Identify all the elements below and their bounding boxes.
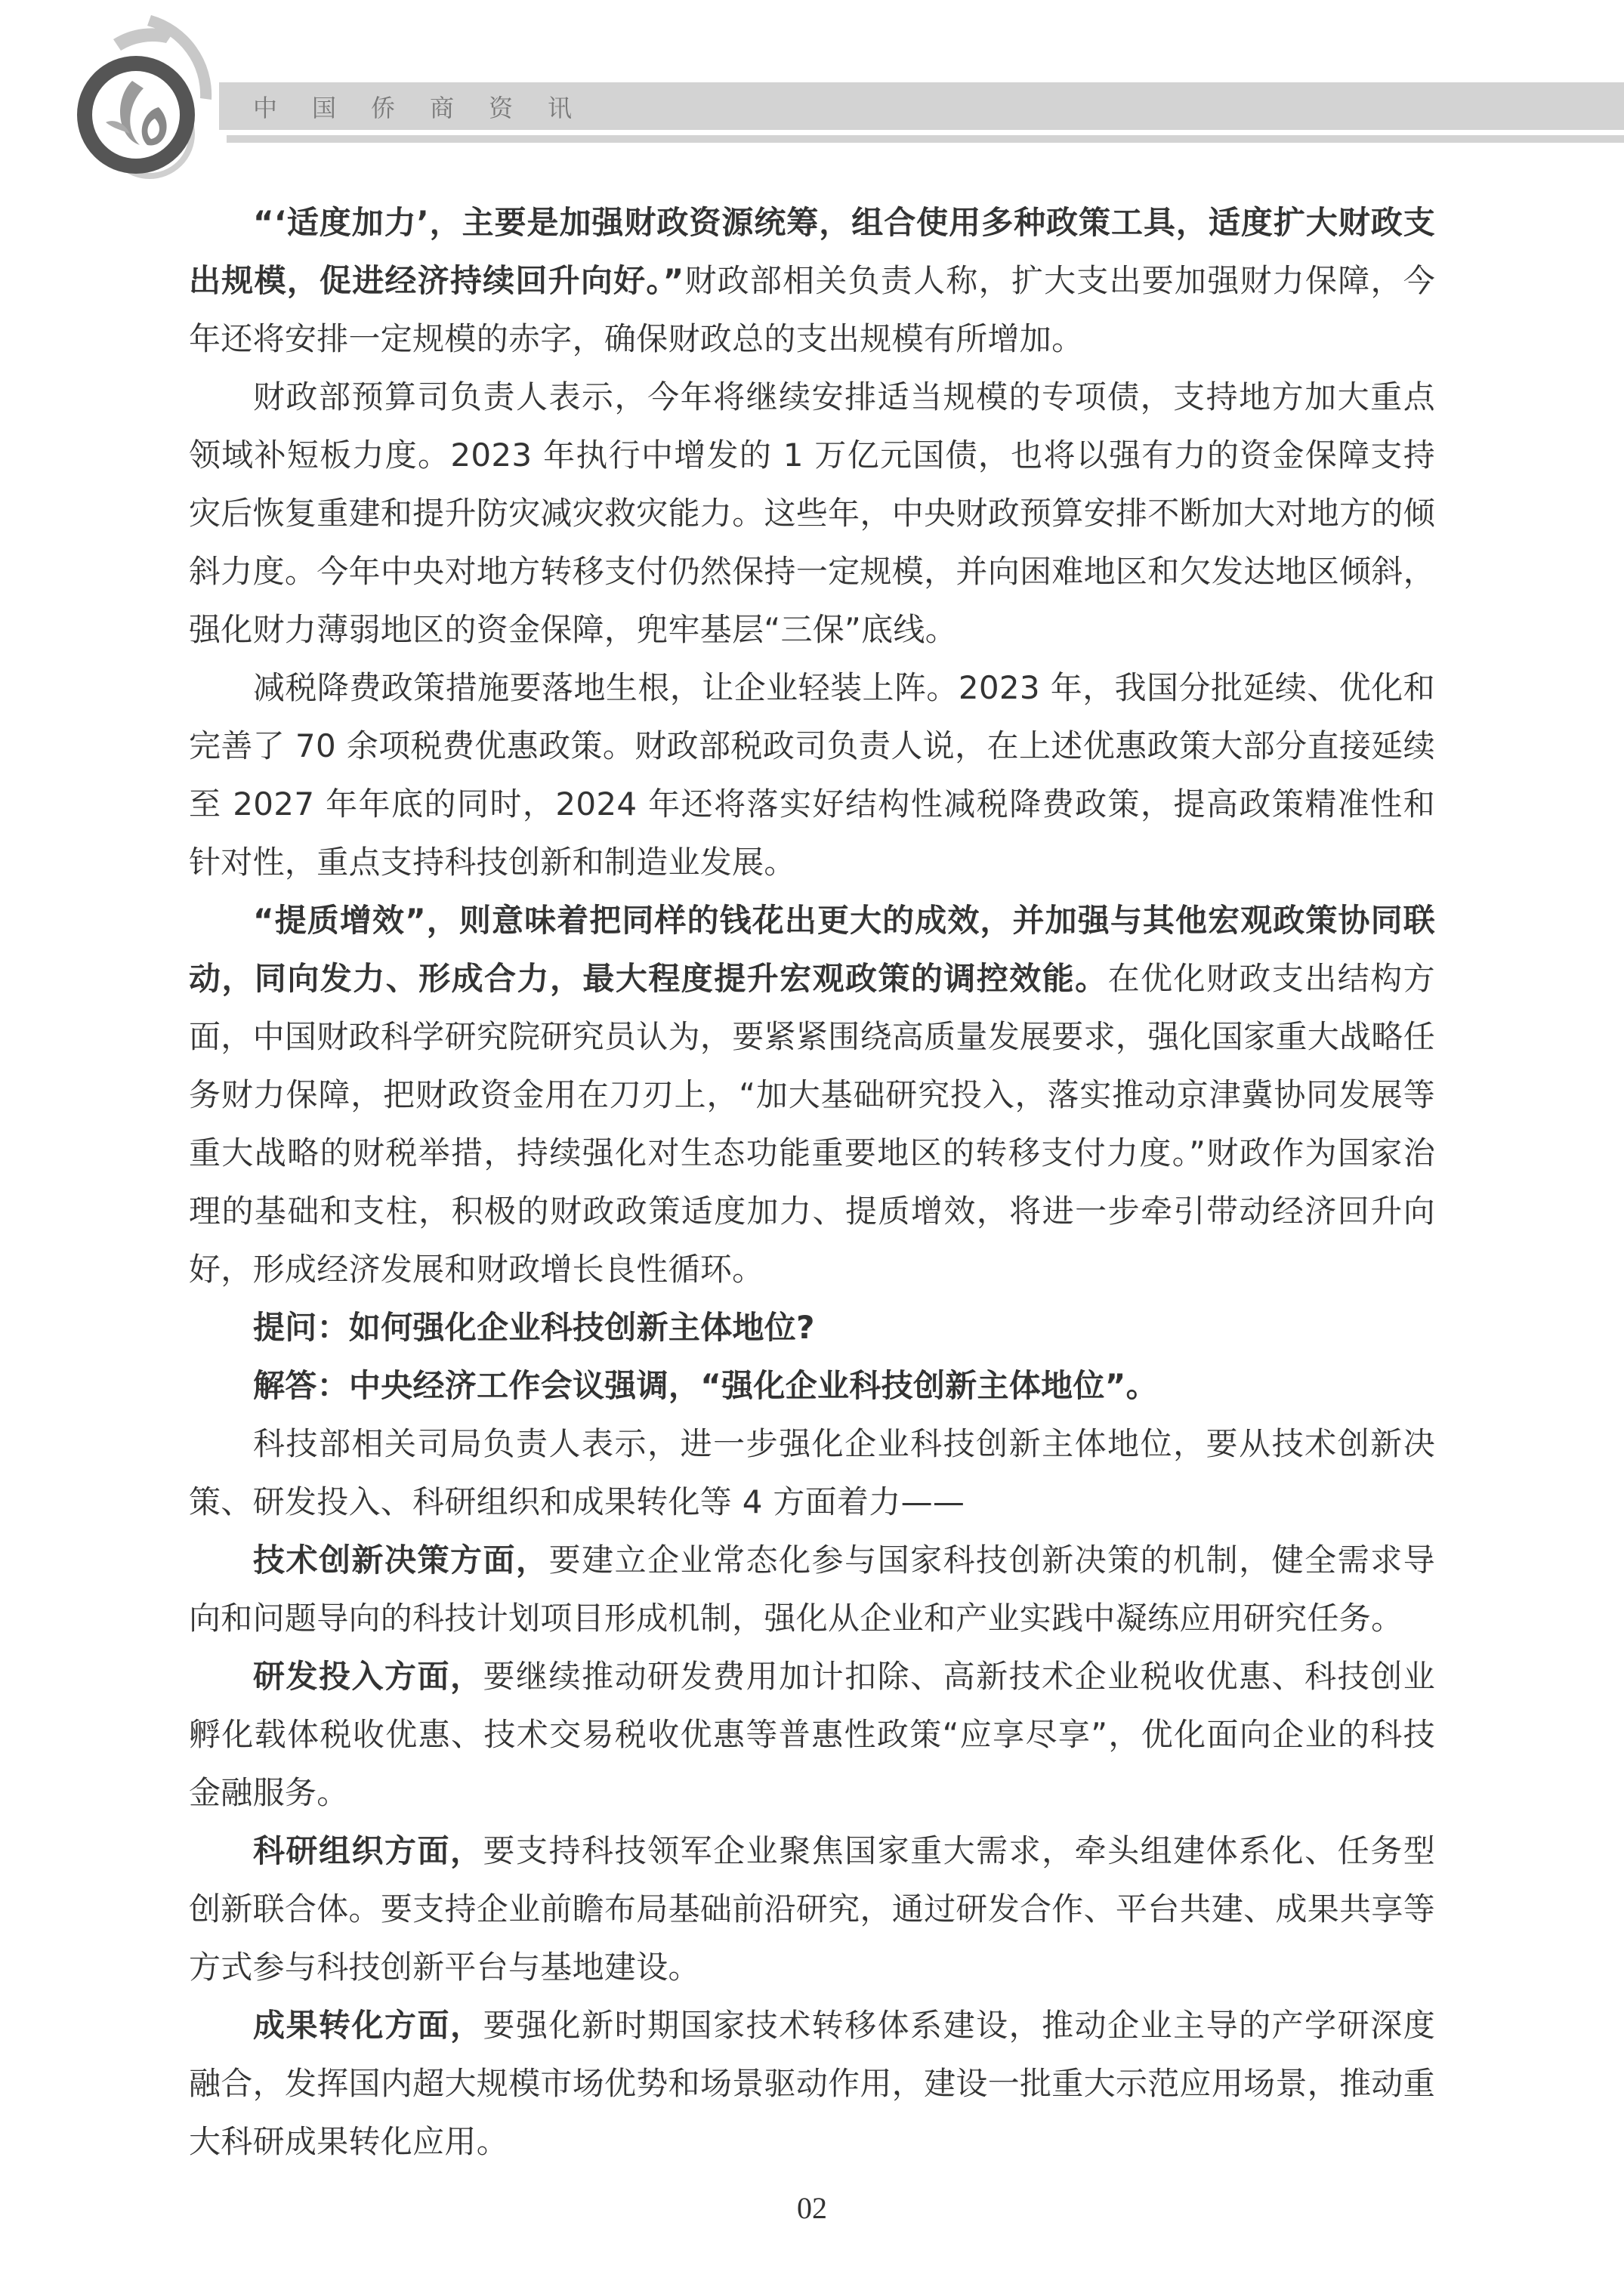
- federation-logo: [60, 9, 234, 183]
- paragraph-text: 在优化财政支出结构方面，中国财政科学研究院研究员认为，要紧紧围绕高质量发展要求，强化国家重大战略任务财力保障，把财政资金用在刀刃上，“加大基础研究投入，落实推动京津冀协同发展等重大战略的财税举措，持续强化对生态功能重要地区的转移支付力度。”财政作为国家治理的基础和支柱，积极的财政政策适度加力、提质增效，将进一步牵引带动经济回升向好，形成经济发展和财政增长良性循环。: [189, 960, 1435, 1288]
- article-body: [189, 193, 1435, 2171]
- paragraph: [189, 1822, 1435, 1996]
- page-number: 02: [797, 2191, 827, 2225]
- bold-lead: 成果转化方面，: [253, 2007, 483, 2044]
- paragraph: [189, 1356, 1435, 1415]
- paragraph: [189, 1415, 1435, 1531]
- magazine-title: 中国侨商资讯: [253, 94, 607, 122]
- paragraph-text: 要继续推动研发费用加计扣除、高新技术企业税收优惠、科技创业孵化载体税收优惠、技术交易税收优惠等普惠性政策“应享尽享”，优化面向企业的科技金融服务。: [189, 1658, 1435, 1811]
- paragraph-text: 要建立企业常态化参与国家科技创新决策的机制，健全需求导向和问题导向的科技计划项目形成机制，强化从企业和产业实践中凝练应用研究任务。: [189, 1542, 1436, 1637]
- bold-lead: “提质增效”，则意味着把同样的钱花出更大的成效，并加强与其他宏观政策协同联动，同向发力、形成合力，最大程度提升宏观政策的调控效能。: [189, 902, 1435, 997]
- paragraph-text: 财政部预算司负责人表示，今年将继续安排适当规模的专项债，支持地方加大重点领域补短板力度。2023 年执行中增发的 1 万亿元国债，也将以强有力的资金保障支持灾后恢复重建和提升防灾减灾救灾能力。这些年，中央财政预算安排不断加大对地方的倾斜力度。今年中央对地方转移支付仍然保持一定规模，并向困难地区和欠发达地区倾斜，强化财力薄弱地区的资金保障，兜牢基层“三保”底线。: [189, 378, 1435, 648]
- header-rule: [227, 135, 1624, 143]
- bold-lead: 提问：如何强化企业科技创新主体地位?: [253, 1309, 815, 1346]
- paragraph-text: 科技部相关司局负责人表示，进一步强化企业科技创新主体地位，要从技术创新决策、研发投入、科研组织和成果转化等 4 方面着力——: [189, 1425, 1435, 1520]
- bold-lead: “‘适度加力’，主要是加强财政资源统筹，组合使用多种政策工具，适度扩大财政支出规模，促进经济持续回升向好。”: [189, 204, 1435, 299]
- paragraph: [189, 1531, 1435, 1647]
- bold-lead: 解答：中央经济工作会议强调，“强化企业科技创新主体地位”。: [253, 1367, 1158, 1404]
- bold-lead: 技术创新决策方面，: [253, 1542, 549, 1579]
- paragraph: [189, 1996, 1435, 2171]
- paragraph: [189, 193, 1435, 368]
- paragraph: [189, 1298, 1435, 1356]
- paragraph-text: 减税降费政策措施要落地生根，让企业轻装上阵。2023 年，我国分批延续、优化和完善了 70 余项税费优惠政策。财政部税政司负责人说，在上述优惠政策大部分直接延续至 2027 年年底的同时，2024 年还将落实好结构性减税降费政策，提高政策精准性和针对性，重点支持科技创新和制造业发展。: [189, 669, 1435, 881]
- paragraph: [189, 1647, 1435, 1822]
- paragraph: [189, 659, 1435, 891]
- bold-lead: 研发投入方面，: [253, 1658, 483, 1695]
- paragraph: [189, 891, 1435, 1298]
- paragraph: [189, 368, 1435, 659]
- paragraph-text: 要强化新时期国家技术转移体系建设，推动企业主导的产学研深度融合，发挥国内超大规模市场优势和场景驱动作用，建设一批重大示范应用场景，推动重大科研成果转化应用。: [189, 2007, 1435, 2160]
- paragraph-text: 要支持科技领军企业聚焦国家重大需求，牵头组建体系化、任务型创新联合体。要支持企业前瞻布局基础前沿研究，通过研发合作、平台共建、成果共享等方式参与科技创新平台与基地建设。: [189, 1832, 1435, 1986]
- paragraph-text: 财政部相关负责人称，扩大支出要加强财力保障，今年还将安排一定规模的赤字，确保财政总的支出规模有所增加。: [189, 262, 1436, 357]
- bold-lead: 科研组织方面，: [253, 1832, 483, 1869]
